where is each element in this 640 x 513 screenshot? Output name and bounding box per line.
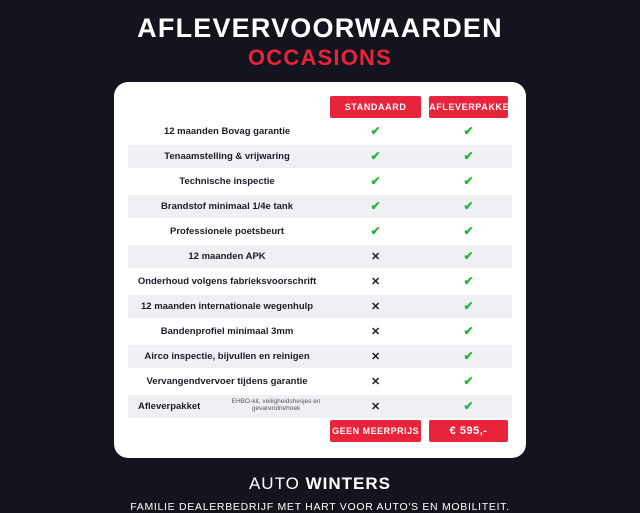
table-body [128,120,512,442]
row-label: Afleverpakket [138,400,201,412]
row-afleverpakket-value [425,220,512,243]
row-afleverpakket-value [425,195,512,218]
price-standaard-cell [326,420,425,442]
check-icon: ✔ [463,399,474,414]
check-icon: ✔ [370,224,381,239]
price-afleverpakket: € 595,- [429,420,508,442]
check-icon: ✔ [463,274,474,289]
row-afleverpakket-value [425,320,512,343]
table-footer-row [128,420,512,442]
row-label-cell [128,395,326,418]
table-row [128,370,512,393]
table-row [128,220,512,243]
comparison-table [128,94,516,444]
check-icon: ✔ [463,299,474,314]
row-standaard-value [326,120,425,143]
column-header-standaard [326,96,425,118]
row-label: 12 maanden APK [128,245,326,268]
row-label: Technische inspectie [128,170,326,193]
check-icon: ✔ [463,374,474,389]
row-afleverpakket-value [425,120,512,143]
row-afleverpakket-value [425,370,512,393]
cross-icon: ✕ [370,375,381,388]
row-standaard-value [326,145,425,168]
row-label: 12 maanden internationale wegenhulp [128,295,326,318]
row-standaard-value [326,195,425,218]
check-icon: ✔ [463,249,474,264]
poster-header [137,14,503,70]
footer-blank [128,420,326,442]
check-icon: ✔ [370,174,381,189]
price-afleverpakket-cell [425,420,512,442]
check-icon: ✔ [463,199,474,214]
row-afleverpakket-value [425,170,512,193]
table-row [128,120,512,143]
table-row [128,395,512,418]
cross-icon: ✕ [370,400,381,413]
row-standaard-value [326,170,425,193]
check-icon: ✔ [463,124,474,139]
table-row [128,195,512,218]
row-afleverpakket-value [425,245,512,268]
row-standaard-value [326,345,425,368]
cross-icon: ✕ [370,275,381,288]
page-title: AFLEVERVOORWAARDEN [137,13,503,43]
cross-icon: ✕ [370,350,381,363]
row-afleverpakket-value [425,345,512,368]
row-label: Vervangendvervoer tijdens garantie [128,370,326,393]
cross-icon: ✕ [370,250,381,263]
check-icon: ✔ [463,149,474,164]
check-icon: ✔ [370,199,381,214]
row-standaard-value [326,270,425,293]
row-label: Professionele poetsbeurt [128,220,326,243]
check-icon: ✔ [463,349,474,364]
check-icon: ✔ [463,174,474,189]
column-header-afleverpakket [425,96,516,118]
row-label: Airco inspectie, bijvullen en reinigen [128,345,326,368]
page-subtitle: OCCASIONS [247,44,393,70]
row-afleverpakket-value [425,145,512,168]
brand-name [130,474,510,494]
table-row [128,245,512,268]
table-row [128,170,512,193]
row-standaard-value [326,220,425,243]
column-header-standaard-label: STANDAARD [330,96,421,118]
table-row [128,345,512,368]
table-row [128,320,512,343]
brand-name-light: AUTO [248,473,306,493]
row-label: Bandenprofiel minimaal 3mm [128,320,326,343]
row-label: Tenaamstelling & vrijwaring [128,145,326,168]
row-afleverpakket-value [425,295,512,318]
check-icon: ✔ [370,149,381,164]
table-row [128,145,512,168]
row-afleverpakket-value [425,270,512,293]
column-header-blank [128,96,326,118]
cross-icon: ✕ [370,325,381,338]
table-row [128,295,512,318]
row-label: 12 maanden Bovag garantie [128,120,326,143]
price-standaard: GEEN MEERPRIJS [330,420,421,442]
row-standaard-value [326,295,425,318]
check-icon: ✔ [463,324,474,339]
row-standaard-value [326,320,425,343]
cross-icon: ✕ [370,300,381,313]
brand-name-bold: WINTERS [305,473,391,493]
check-icon: ✔ [370,124,381,139]
row-standaard-value [326,395,425,418]
check-icon: ✔ [463,224,474,239]
row-standaard-value [326,370,425,393]
column-header-afleverpakket-label: AFLEVERPAKKET [429,96,508,118]
row-afleverpakket-value [425,395,512,418]
table-row [128,270,512,293]
row-label: Brandstof minimaal 1/4e tank [128,195,326,218]
row-label-note: EHBO-kit, veiligheidshesjes en gevarendriehoek [231,397,321,413]
row-label: Onderhoud volgens fabrieksvoorschrift [128,270,326,293]
brand-tagline: FAMILIE DEALERBEDRIJF MET HART VOOR AUTO'S EN MOBILITEIT. [130,500,510,513]
table-header [128,96,516,118]
comparison-card [114,82,526,458]
row-standaard-value [326,245,425,268]
